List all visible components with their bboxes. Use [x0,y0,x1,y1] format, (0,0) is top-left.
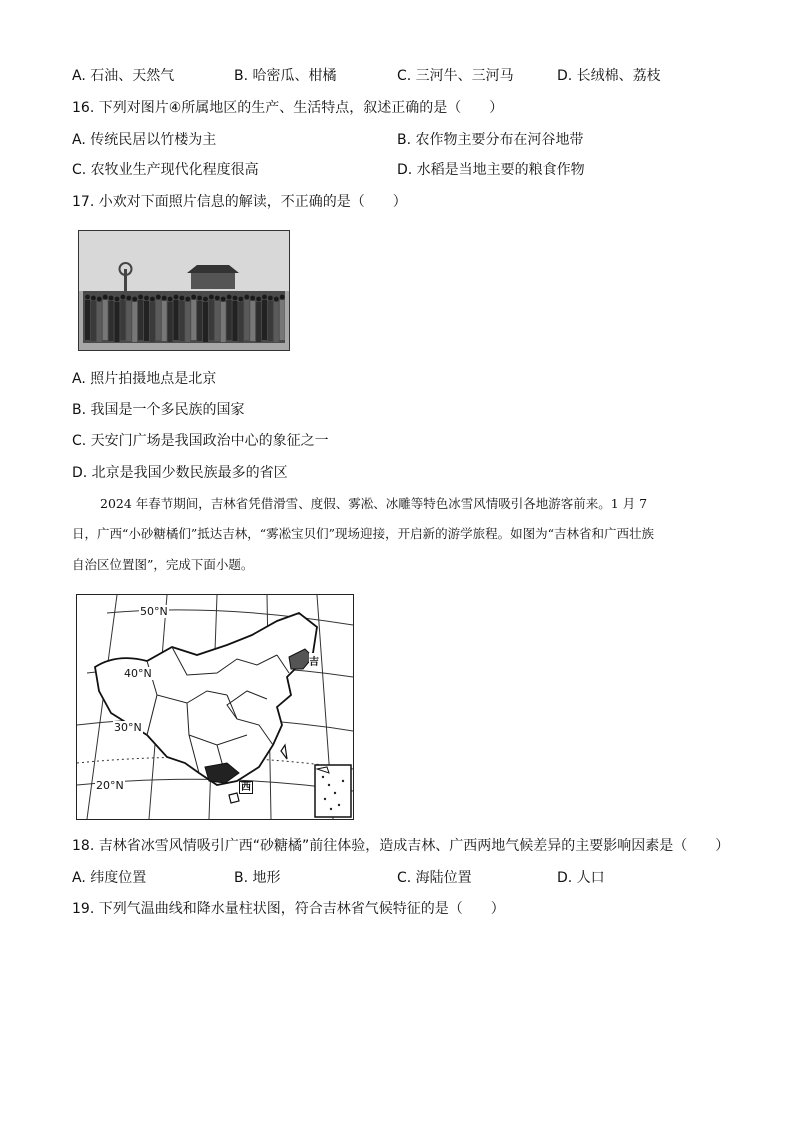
jilin-guangxi-location-map [76,594,354,820]
lat-label-40: 40°N [124,667,152,680]
passage-line-2: 日，广西“小砂糖橘们”抵达吉林，“雾凇宝贝们”现场迎接，开启新的游学旅程。如图为“吉林省和广西壮族 [72,526,654,541]
passage-line-3: 自治区位置图”，完成下面小题。 [72,557,254,572]
q17-stem: 17. 小欢对下面照片信息的解读，不正确的是（ ） [72,194,407,210]
jilin-label: 吉 [309,653,319,668]
q17-option-d[interactable]: D. 北京是我国少数民族最多的省区 [72,465,288,481]
q16-option-c[interactable]: C. 农牧业生产现代化程度很高 [72,162,259,178]
tiananmen-crowd-photo [78,230,290,351]
lat-label-30: 30°N [114,721,142,734]
q17-option-c[interactable]: C. 天安门广场是我国政治中心的象征之一 [72,433,329,449]
q16-option-b[interactable]: B. 农作物主要分布在河谷地带 [397,132,584,148]
q18-option-b[interactable]: B. 地形 [234,870,281,886]
q16-option-d[interactable]: D. 水稻是当地主要的粮食作物 [397,162,585,178]
q18-option-a[interactable]: A. 纬度位置 [72,870,147,886]
passage-line-1: 2024 年春节期间，吉林省凭借滑雪、度假、雾凇、冰雕等特色冰雪风情吸引各地游客前来。1 月 7 [100,496,648,511]
q15-option-b[interactable]: B. 哈密瓜、柑橘 [234,68,337,84]
q18-option-d[interactable]: D. 人口 [557,870,605,886]
q16-option-a[interactable]: A. 传统民居以竹楼为主 [72,132,217,148]
guangxi-label: 西 [241,782,251,793]
q16-stem: 16. 下列对图片④所属地区的生产、生活特点，叙述正确的是（ ） [72,100,504,116]
lat-label-20: 20°N [96,779,124,792]
q15-option-d[interactable]: D. 长绒棉、荔枝 [557,68,661,84]
q18-stem: 18. 吉林省冰雪风情吸引广西“砂糖橘”前往体验，造成吉林、广西两地气候差异的主要影响因素是（ ） [72,838,730,854]
q17-option-b[interactable]: B. 我国是一个多民族的国家 [72,402,245,418]
q15-option-a[interactable]: A. 石油、天然气 [72,68,175,84]
q18-option-c[interactable]: C. 海陆位置 [397,870,472,886]
q19-stem: 19. 下列气温曲线和降水量柱状图，符合吉林省气候特征的是（ ） [72,901,505,917]
q17-option-a[interactable]: A. 照片拍摄地点是北京 [72,371,217,387]
photo-illustration [79,231,289,350]
q15-option-c[interactable]: C. 三河牛、三河马 [397,68,514,84]
lat-label-50: 50°N [140,605,168,618]
